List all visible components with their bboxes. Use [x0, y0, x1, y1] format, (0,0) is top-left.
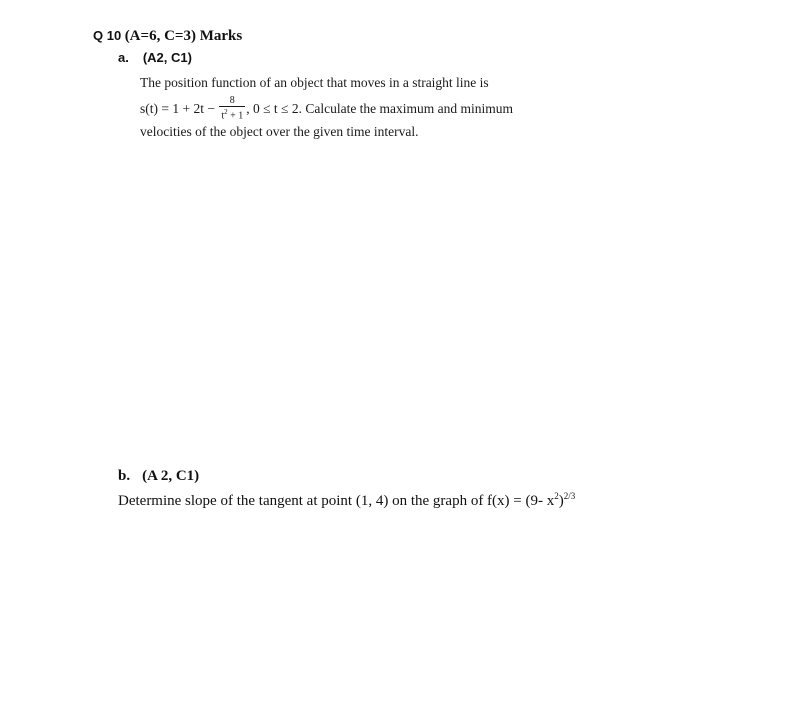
denominator-base: t — [221, 110, 225, 122]
part-b-question — [118, 491, 575, 510]
part-b-text-main: Determine slope of the tangent at point (1, 4) on the graph of f(x) = (9- x — [118, 493, 555, 509]
inner-exponent: 2 — [554, 491, 559, 501]
fraction — [219, 96, 245, 121]
part-b-code: (A 2, C1) — [142, 468, 200, 484]
fraction-denominator — [219, 107, 245, 121]
part-a-letter: a. — [118, 50, 129, 65]
denominator-exponent: 2 — [224, 108, 228, 116]
question-marks: (A=6, C=3) Marks — [124, 28, 243, 44]
part-a-line-2-rest: , 0 ≤ t ≤ 2. Calculate the maximum and minimum — [246, 100, 514, 116]
part-b-letter: b. — [118, 468, 131, 484]
part-a-code: (A2, C1) — [142, 50, 192, 65]
close-paren: ) — [558, 493, 564, 509]
part-a-line-2 — [140, 97, 513, 122]
part-a-line-3: velocities of the object over the given time interval. — [140, 124, 419, 139]
outer-exponent: 2/3 — [563, 491, 576, 501]
question-header — [93, 28, 242, 45]
question-number: Q 10 — [93, 28, 122, 43]
fraction-numerator: 8 — [219, 96, 245, 107]
position-function-lhs: s(t) = 1 + 2t − — [140, 100, 215, 116]
part-a-heading — [118, 50, 192, 65]
denominator-rest: + 1 — [227, 110, 244, 122]
part-b-heading — [118, 468, 199, 485]
part-a-line-1: The position function of an object that moves in a straight line is — [140, 75, 489, 90]
